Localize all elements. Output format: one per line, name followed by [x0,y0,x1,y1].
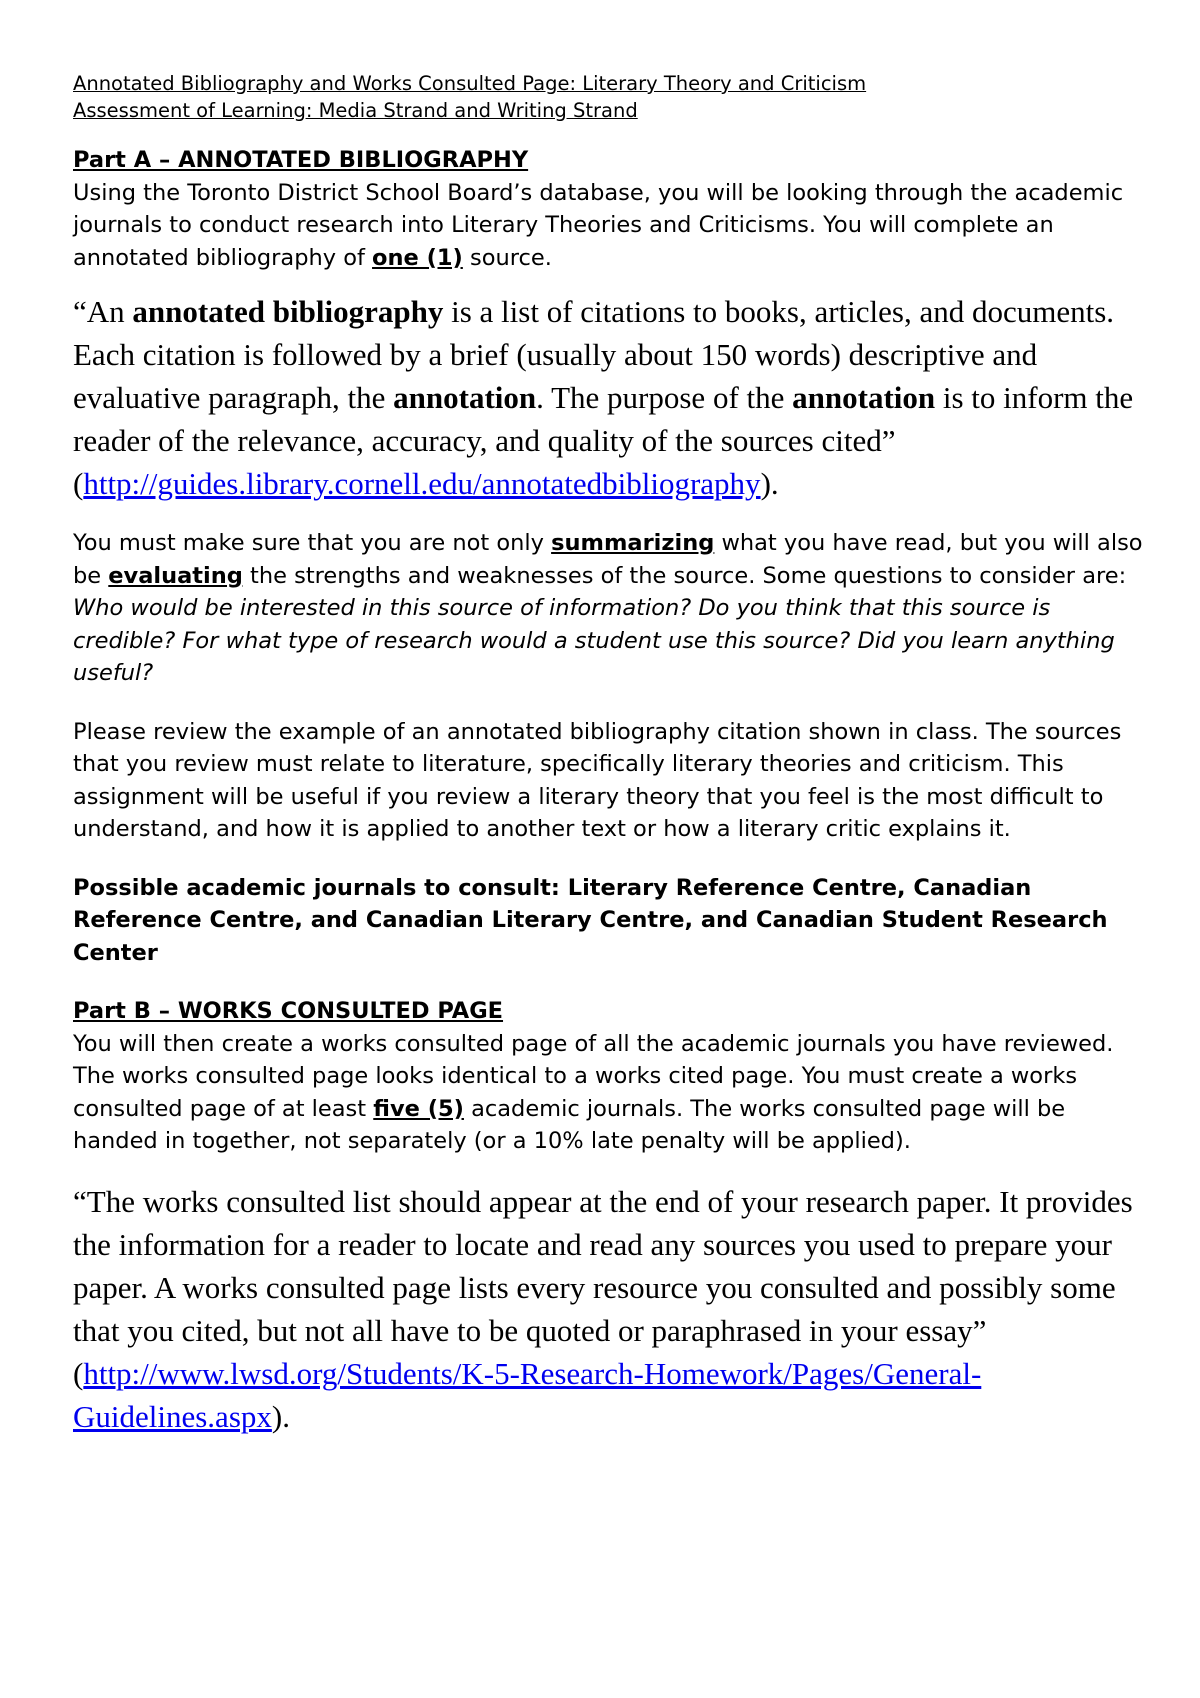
part-a-source-count: one (1) [372,244,463,271]
possible-journals-paragraph: Possible academic journals to consult: Literary Reference Centre, Canadian Reference Centre, and Canadian Literary Centre, and Canadian Student Research Center [73,874,1108,966]
quote-text: . The purpose of the [536,380,793,415]
quote-text: ). [271,1398,290,1434]
paragraph-text: You must make sure that you are not only [73,530,552,556]
part-b-intro-end: academic journals. The works consulted page will be handed in together, not separately (or a 10% late penalty will be applied). [73,1095,1066,1154]
quote-text: “The works consulted list should appear at the end of your research paper. It provides the information for a reader to locate and read any sources you used to prepare your paper. A works consulted page lists every resource you consulted and possibly some that you cited, but not all have to be quoted or paraphrased in your essay” ( [73,1183,1133,1391]
part-b-section [73,995,1143,1158]
quote-text: is a list of citations to books, articles, and documents. Each citation is followed by a brief (usually about 150 words) descriptive and evaluative paragraph, the [73,294,1115,415]
guiding-questions: Who would be interested in this source of information? Do you think that this source is credible? For what type of research would a student use this source? Did you learn anything useful? [73,595,1115,686]
header-subtitle: Assessment of Learning: Media Strand and Writing Strand [73,99,638,122]
part-b-heading: Part B – WORKS CONSULTED PAGE [73,998,504,1024]
cornell-guide-link[interactable]: http://guides.library.cornell.edu/annotatedbibliography [83,466,761,501]
header-title: Annotated Bibliography and Works Consulted Page: Literary Theory and Criticism [73,72,867,95]
quote-term: annotated bibliography [132,294,444,329]
part-a-intro-end: source. [462,244,552,271]
paragraph-text: the strengths and weaknesses of the source. Some questions to consider are: [242,562,1127,589]
lwsd-guidelines-link[interactable]: http://www.lwsd.org/Students/K-5-Research-Homework/Pages/General-Guidelines.aspx [73,1355,982,1434]
part-b-journal-count: five (5) [373,1095,464,1122]
quote-text: “An [73,294,133,329]
part-b-intro [73,1028,1143,1158]
emphasis-evaluating: evaluating [108,562,243,589]
part-a-intro [73,177,1143,275]
part-a-section [73,144,1143,274]
part-b-intro-text: You will then create a works consulted page of all the academic journals you have reviewed. The works consulted page looks identical to a works cited page. You must create a works consulted page of at least [73,1030,1114,1122]
paragraph-text: what you have read, but you will also be [73,530,1143,589]
document-header [73,70,1143,124]
review-example-paragraph: Please review the example of an annotated bibliography citation shown in class. The sources that you review must relate to literature, specifically literary theories and criticism. This assignment will be useful if you review a literary theory that you feel is the most difficult to understand, and how it is applied to another text or how a literary critic explains it. [73,718,1122,842]
part-a-intro-text: Using the Toronto District School Board’s database, you will be looking through the academic journals to conduct research into Literary Theories and Criticisms. You will complete an annotated bibliography of [73,179,1124,271]
quote-term: annotation [393,380,537,415]
quote-text: ). [760,466,779,501]
summarize-evaluate-paragraph [73,527,1143,690]
quote-text: is to inform the reader of the relevance, accuracy, and quality of the sources cited” ( [73,380,1134,501]
emphasis-summarizing: summarizing [551,530,715,556]
works-consulted-definition-quote [73,1180,1143,1438]
annotated-bibliography-definition-quote [73,290,1143,505]
quote-term: annotation [792,380,936,415]
part-a-heading: Part A – ANNOTATED BIBLIOGRAPHY [73,147,529,173]
document-page [73,70,1143,1438]
